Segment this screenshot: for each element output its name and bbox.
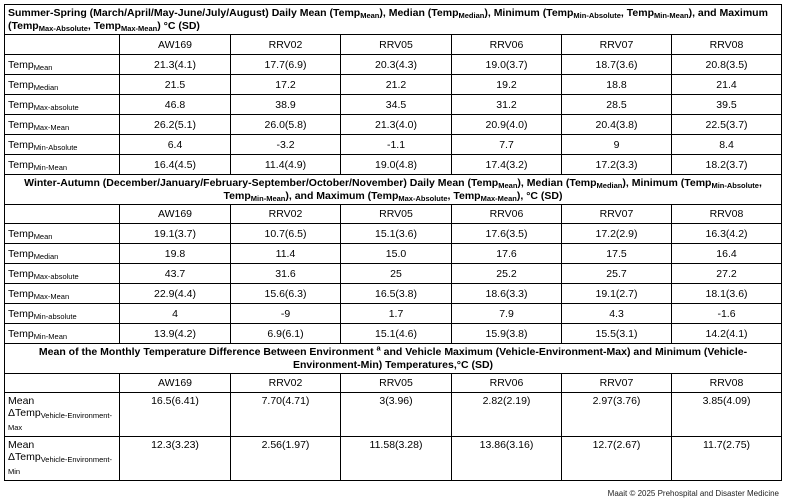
table-cell: 11.4 xyxy=(231,244,341,264)
table-cell: 4.3 xyxy=(562,304,672,324)
table-cell: 18.1(3.6) xyxy=(672,284,782,304)
section1-body xyxy=(5,55,782,175)
table-cell: 2.82(2.19) xyxy=(452,393,562,437)
table-cell: 34.5 xyxy=(341,95,452,115)
table-row xyxy=(5,437,782,481)
table-row xyxy=(5,244,782,264)
row-label: Temp$_{Mean}$ xyxy=(5,55,120,75)
table-cell: 4 xyxy=(120,304,231,324)
table-row xyxy=(5,95,782,115)
table-cell: 9 xyxy=(562,135,672,155)
table-cell: 3(3.96) xyxy=(341,393,452,437)
row-label: Temp$_{Max-Mean}$ xyxy=(5,284,120,304)
table-cell: 13.86(3.16) xyxy=(452,437,562,481)
table-row xyxy=(5,135,782,155)
table-cell: 15.0 xyxy=(341,244,452,264)
table-cell: 16.5(6.41) xyxy=(120,393,231,437)
table-cell: 19.0(3.7) xyxy=(452,55,562,75)
table-cell: 10.7(6.5) xyxy=(231,224,341,244)
row-label: Temp$_{Min-Mean}$ xyxy=(5,324,120,344)
row-label-line: ΔTemp$_{Vehicle-Environment-Max}$ xyxy=(8,407,112,432)
table-row xyxy=(5,393,782,437)
column-header: RRV06 xyxy=(452,205,562,224)
table-cell: 46.8 xyxy=(120,95,231,115)
table-cell: 20.8(3.5) xyxy=(672,55,782,75)
table-cell: 26.2(5.1) xyxy=(120,115,231,135)
table-cell: 19.8 xyxy=(120,244,231,264)
table-cell: 21.4 xyxy=(672,75,782,95)
column-header: RRV02 xyxy=(231,35,341,55)
table-cell: -9 xyxy=(231,304,341,324)
row-label: Temp$_{Min-Mean}$ xyxy=(5,155,120,175)
section2-column-header-row xyxy=(5,205,782,224)
table-cell: 3.85(4.09) xyxy=(672,393,782,437)
table-cell: 31.6 xyxy=(231,264,341,284)
section1-column-header-row xyxy=(5,35,782,55)
table-cell: -1.6 xyxy=(672,304,782,324)
column-header: RRV08 xyxy=(672,374,782,393)
table-row xyxy=(5,284,782,304)
table-cell: 11.4(4.9) xyxy=(231,155,341,175)
table-row xyxy=(5,75,782,95)
table-cell: 2.56(1.97) xyxy=(231,437,341,481)
table-row xyxy=(5,115,782,135)
table-cell: 19.2 xyxy=(452,75,562,95)
table-cell: 15.9(3.8) xyxy=(452,324,562,344)
section3-title: Mean of the Monthly Temperature Difference Between Environment $^a$ and Vehicle Maximum (Vehicle-Environment-Max) and Minimum (Vehicle-Environment-Min) Temperatures,°C (SD) xyxy=(5,344,782,374)
table-cell: 18.6(3.3) xyxy=(452,284,562,304)
section3-body xyxy=(5,393,782,481)
table-cell: 17.7(6.9) xyxy=(231,55,341,75)
table-cell: 11.7(2.75) xyxy=(672,437,782,481)
table-row xyxy=(5,304,782,324)
table-cell: 26.0(5.8) xyxy=(231,115,341,135)
table-cell: 6.9(6.1) xyxy=(231,324,341,344)
table-cell: 12.7(2.67) xyxy=(562,437,672,481)
corner-cell xyxy=(5,35,120,55)
table-row xyxy=(5,324,782,344)
table-cell: 17.2 xyxy=(231,75,341,95)
section2-title: Winter-Autumn (December/January/February-September/October/November) Daily Mean (Temp$_{Mean}$), Median (Temp$_{Median}$), Minimum (Temp$_{Min-Absolute}$, Temp$_{Min-Mean}$), and Maximum (Temp$_{Max-Absolute}$, Temp$_{Max-Mean}$), °C (SD) xyxy=(5,175,782,205)
table-cell: 15.6(6.3) xyxy=(231,284,341,304)
table-cell: 7.9 xyxy=(452,304,562,324)
table-row xyxy=(5,55,782,75)
column-header: RRV08 xyxy=(672,205,782,224)
table-cell: 20.4(3.8) xyxy=(562,115,672,135)
row-label: Temp$_{Median}$ xyxy=(5,244,120,264)
table-cell: 15.1(3.6) xyxy=(341,224,452,244)
table-cell: 17.6 xyxy=(452,244,562,264)
row-label: Temp$_{Median}$ xyxy=(5,75,120,95)
column-header: RRV05 xyxy=(341,374,452,393)
row-label: Temp$_{Min-Absolute}$ xyxy=(5,135,120,155)
section3-column-header-row xyxy=(5,374,782,393)
column-header: RRV07 xyxy=(562,35,672,55)
table-cell: 25.7 xyxy=(562,264,672,284)
table-cell: 16.4 xyxy=(672,244,782,264)
section2-body xyxy=(5,224,782,344)
column-header: AW169 xyxy=(120,35,231,55)
section1-title: Summer-Spring (March/April/May-June/July/August) Daily Mean (Temp$_{Mean}$), Median (Temp$_{Median}$), Minimum (Temp$_{Min-Absolute}$, Temp$_{Min-Mean}$), and Maximum (Temp$_{Max-Absolute}$, Temp$_{Max-Mean}$) °C (SD) xyxy=(5,5,782,35)
table-cell: 20.3(4.3) xyxy=(341,55,452,75)
table-cell: 21.3(4.0) xyxy=(341,115,452,135)
column-header: RRV02 xyxy=(231,374,341,393)
table-cell: 38.9 xyxy=(231,95,341,115)
table-row xyxy=(5,264,782,284)
column-header: RRV07 xyxy=(562,205,672,224)
table-cell: 1.7 xyxy=(341,304,452,324)
table-cell: 18.8 xyxy=(562,75,672,95)
table-cell: 20.9(4.0) xyxy=(452,115,562,135)
table-cell: 27.2 xyxy=(672,264,782,284)
temperature-table-page xyxy=(4,4,781,481)
table-cell: 12.3(3.23) xyxy=(120,437,231,481)
section3-title-row xyxy=(5,344,782,374)
table-cell: 8.4 xyxy=(672,135,782,155)
row-label: Temp$_{Mean}$ xyxy=(5,224,120,244)
table-cell: 17.4(3.2) xyxy=(452,155,562,175)
column-header: RRV05 xyxy=(341,205,452,224)
row-label xyxy=(5,437,120,481)
row-label-line: Mean xyxy=(8,395,35,407)
corner-cell xyxy=(5,205,120,224)
table-cell: 25.2 xyxy=(452,264,562,284)
table-cell: 2.97(3.76) xyxy=(562,393,672,437)
row-label: Temp$_{Max-Mean}$ xyxy=(5,115,120,135)
table-cell: -3.2 xyxy=(231,135,341,155)
section1-title-row xyxy=(5,5,782,35)
table-cell: 7.7 xyxy=(452,135,562,155)
column-header: AW169 xyxy=(120,374,231,393)
row-label-line: ΔTemp$_{Vehicle-Environment-Min}$ xyxy=(8,451,112,476)
row-label: Temp$_{Max-absolute}$ xyxy=(5,264,120,284)
table-cell: 43.7 xyxy=(120,264,231,284)
row-label xyxy=(5,393,120,437)
column-header: RRV07 xyxy=(562,374,672,393)
table-cell: 19.1(2.7) xyxy=(562,284,672,304)
table-cell: 18.2(3.7) xyxy=(672,155,782,175)
table-cell: -1.1 xyxy=(341,135,452,155)
column-header: RRV05 xyxy=(341,35,452,55)
table-cell: 7.70(4.71) xyxy=(231,393,341,437)
table-row xyxy=(5,155,782,175)
column-header: AW169 xyxy=(120,205,231,224)
table-cell: 21.2 xyxy=(341,75,452,95)
table-cell: 16.3(4.2) xyxy=(672,224,782,244)
table-row xyxy=(5,224,782,244)
column-header: RRV06 xyxy=(452,35,562,55)
table-cell: 19.0(4.8) xyxy=(341,155,452,175)
table-cell: 18.7(3.6) xyxy=(562,55,672,75)
table-cell: 11.58(3.28) xyxy=(341,437,452,481)
row-label: Temp$_{Max-absolute}$ xyxy=(5,95,120,115)
table-cell: 19.1(3.7) xyxy=(120,224,231,244)
column-header: RRV06 xyxy=(452,374,562,393)
table-cell: 16.5(3.8) xyxy=(341,284,452,304)
table-cell: 13.9(4.2) xyxy=(120,324,231,344)
table-cell: 39.5 xyxy=(672,95,782,115)
table-cell: 17.2(2.9) xyxy=(562,224,672,244)
table-cell: 16.4(4.5) xyxy=(120,155,231,175)
row-label: Temp$_{Min-absolute}$ xyxy=(5,304,120,324)
table-cell: 21.3(4.1) xyxy=(120,55,231,75)
table-cell: 22.5(3.7) xyxy=(672,115,782,135)
table-cell: 28.5 xyxy=(562,95,672,115)
table-cell: 6.4 xyxy=(120,135,231,155)
table-cell: 21.5 xyxy=(120,75,231,95)
table-cell: 17.2(3.3) xyxy=(562,155,672,175)
table-cell: 17.6(3.5) xyxy=(452,224,562,244)
corner-cell xyxy=(5,374,120,393)
section2-title-row xyxy=(5,175,782,205)
column-header: RRV08 xyxy=(672,35,782,55)
table-cell: 14.2(4.1) xyxy=(672,324,782,344)
row-label-line: Mean xyxy=(8,439,35,451)
table-cell: 15.1(4.6) xyxy=(341,324,452,344)
table-cell: 25 xyxy=(341,264,452,284)
credit-line: Maait © 2025 Prehospital and Disaster Medicine xyxy=(607,489,779,498)
table-cell: 17.5 xyxy=(562,244,672,264)
table-cell: 31.2 xyxy=(452,95,562,115)
temperature-table xyxy=(4,4,782,481)
table-cell: 15.5(3.1) xyxy=(562,324,672,344)
column-header: RRV02 xyxy=(231,205,341,224)
table-cell: 22.9(4.4) xyxy=(120,284,231,304)
